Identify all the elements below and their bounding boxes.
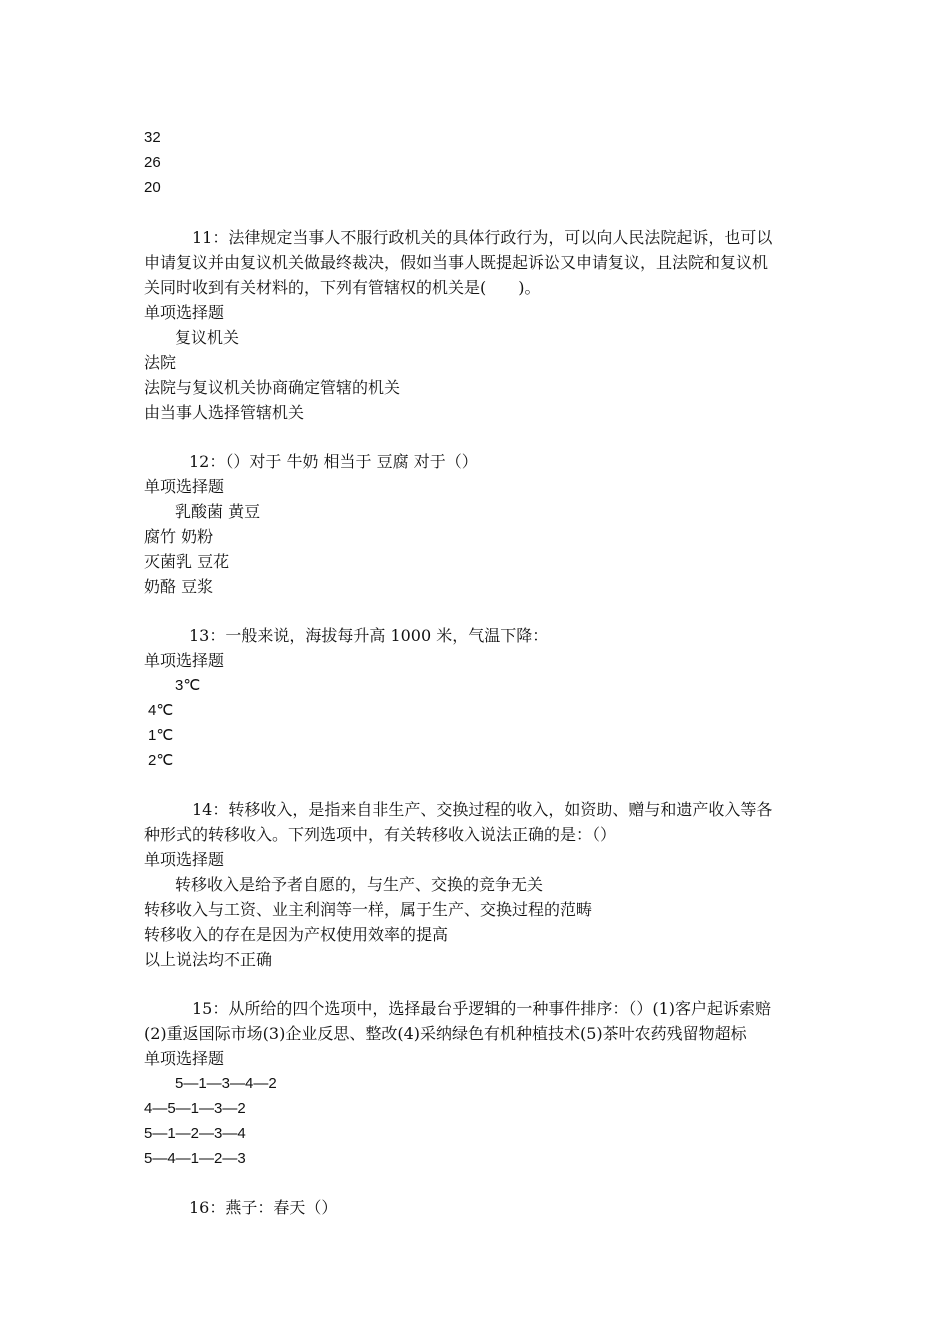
lead-value: 20	[144, 179, 161, 196]
question-stem: 11：法律规定当事人不服行政机关的具体行政行为，可以向人民法院起诉，也可以	[192, 228, 773, 247]
option: 转移收入的存在是因为产权使用效率的提高	[144, 925, 449, 944]
question-type: 单项选择题	[144, 477, 225, 496]
question-stem: 16：燕子：春天（）	[189, 1198, 338, 1217]
option: 4—5—1—3—2	[144, 1100, 246, 1117]
option: 由当事人选择管辖机关	[144, 403, 305, 422]
question-type: 单项选择题	[144, 651, 225, 670]
option: 4℃	[148, 702, 174, 719]
option: 5—1—3—4—2	[175, 1075, 277, 1092]
option: 5—1—2—3—4	[144, 1125, 246, 1142]
option: 5—4—1—2—3	[144, 1150, 246, 1167]
option: 法院	[144, 353, 177, 372]
question-stem: 12：（）对于 牛奶 相当于 豆腐 对于（）	[189, 452, 478, 471]
question-stem: 关同时收到有关材料的，下列有管辖权的机关是( )。	[144, 278, 541, 297]
option: 转移收入与工资、业主利润等一样，属于生产、交换过程的范畴	[144, 900, 593, 919]
option: 2℃	[148, 752, 174, 769]
option: 腐竹 奶粉	[144, 527, 214, 546]
question-type: 单项选择题	[144, 1049, 225, 1068]
question-stem: 15：从所给的四个选项中，选择最台乎逻辑的一种事件排序：（）(1)客户起诉索赔	[192, 999, 772, 1018]
question-type: 单项选择题	[144, 303, 225, 322]
lead-value: 26	[144, 154, 161, 171]
option: 法院与复议机关协商确定管辖的机关	[144, 378, 401, 397]
question-stem: 种形式的转移收入。下列选项中，有关转移收入说法正确的是：（）	[144, 825, 617, 844]
question-stem: 13：一般来说，海拔每升高 1000 米，气温下降：	[189, 626, 549, 645]
option: 转移收入是给予者自愿的，与生产、交换的竞争无关	[175, 875, 544, 894]
option: 1℃	[148, 727, 174, 744]
question-stem: 14：转移收入，是指来自非生产、交换过程的收入，如资助、赠与和遗产收入等各	[192, 800, 773, 819]
question-stem: 申请复议并由复议机关做最终裁决，假如当事人既提起诉讼又申请复议，且法院和复议机	[144, 253, 769, 272]
option: 3℃	[175, 677, 201, 694]
option: 以上说法均不正确	[144, 950, 273, 969]
option: 复议机关	[175, 328, 240, 347]
option: 奶酪 豆浆	[144, 577, 214, 596]
option: 乳酸菌 黄豆	[175, 502, 261, 521]
option: 灭菌乳 豆花	[144, 552, 230, 571]
question-type: 单项选择题	[144, 850, 225, 869]
lead-value: 32	[144, 129, 161, 146]
question-stem: (2)重返国际市场(3)企业反思、整改(4)采纳绿色有机种植技术(5)茶叶农药残留物超标	[144, 1024, 747, 1043]
